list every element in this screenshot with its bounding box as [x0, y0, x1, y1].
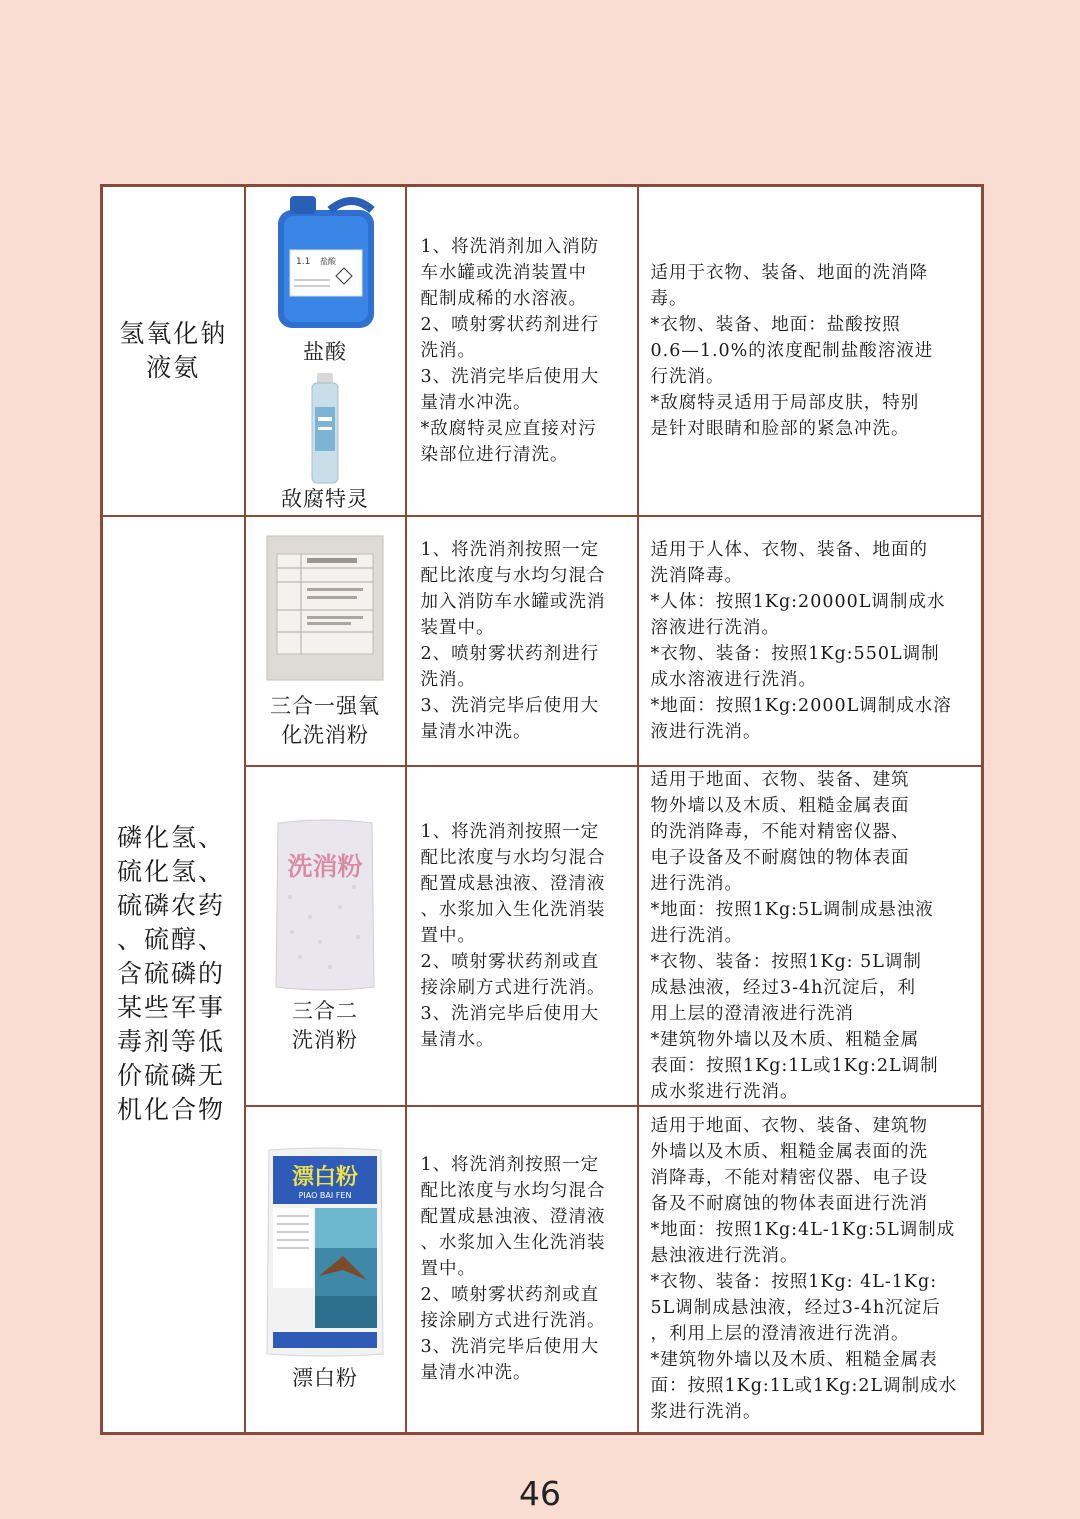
note-line: ，利用上层的澄清液进行洗消。 — [650, 1324, 910, 1345]
step-line: 配比浓度与水均匀混合 — [420, 565, 606, 586]
page-number: 46 — [519, 1474, 561, 1513]
agent-line: 含硫磷的 — [117, 959, 226, 989]
note-line: *衣物、装备：按照1Kg: 4L-1Kg: — [650, 1272, 938, 1293]
step-line: 量清水冲洗。 — [420, 1363, 532, 1384]
note-line: 消降毒，不能对精密仪器、电子设 — [650, 1168, 928, 1189]
spray-can-image — [300, 373, 350, 485]
bleaching-powder-bag-image — [263, 1146, 387, 1358]
steps-cell — [406, 186, 638, 516]
table-row — [102, 516, 983, 766]
note-line: *建筑物外墙以及木质、粗糙金属表 — [650, 1350, 938, 1371]
step-line: 染部位进行清洗。 — [420, 444, 569, 465]
note-line: *地面：按照1Kg:5L调制成悬浊液 — [650, 899, 934, 920]
notes-cell — [638, 516, 983, 766]
step-line: 配比浓度与水均匀混合 — [420, 847, 606, 868]
steps-cell — [406, 766, 638, 1106]
step-line: 配置成悬浊液、澄清液 — [420, 873, 606, 894]
step-line: 车水罐或洗消装置中 — [420, 262, 587, 283]
note-line: 0.6—1.0%的浓度配制盐酸溶液进 — [650, 340, 934, 361]
agent-text — [103, 317, 244, 385]
agent-cell — [102, 186, 245, 516]
svg-text:洗消粉: 洗消粉 — [287, 851, 363, 881]
step-line: 量清水冲洗。 — [420, 392, 532, 413]
step-line: 洗消。 — [420, 669, 476, 690]
step-line: 、水浆加入生化洗消装 — [420, 1233, 606, 1254]
step-line: 配制成稀的水溶液。 — [420, 288, 587, 309]
steps-cell — [406, 516, 638, 766]
note-line: 成水溶液进行洗消。 — [650, 669, 817, 690]
notes-cell — [638, 186, 983, 516]
note-line: *建筑物外墙以及木质、粗糙金属 — [650, 1029, 920, 1050]
note-line: 进行洗消。 — [650, 873, 743, 894]
note-line: 面：按照1Kg:1L或1Kg:2L调制成水 — [650, 1376, 958, 1397]
note-line: 毒。 — [650, 288, 688, 309]
agent-line: 价硫磷无 — [117, 1061, 226, 1091]
product-cell — [245, 1106, 406, 1434]
step-line: 3、洗消完毕后使用大 — [420, 695, 600, 716]
note-line: 浆进行洗消。 — [650, 1402, 762, 1423]
step-line: 洗消。 — [420, 340, 476, 361]
agent-line: 、硫醇、 — [117, 925, 226, 955]
product-cell — [245, 516, 406, 766]
step-line: 2、喷射雾状药剂或直 — [420, 1285, 600, 1306]
agent-line: 硫化氢、 — [117, 857, 226, 887]
product-caption: 敌腐特灵 — [281, 486, 369, 511]
step-line: 装置中。 — [420, 617, 495, 638]
steps-text — [407, 537, 637, 745]
step-line: 2、喷射雾状药剂进行 — [420, 643, 600, 664]
note-line: 适用于衣物、装备、地面的洗消降 — [650, 262, 928, 283]
table-row — [102, 186, 983, 516]
note-line: 外墙以及木质、粗糙金属表面的洗 — [650, 1142, 928, 1163]
note-line: 适用于地面、衣物、装备、建筑物 — [650, 1116, 928, 1137]
product-caption: 盐酸 — [303, 339, 347, 364]
note-line: 表面：按照1Kg:1L或1Kg:2L调制 — [650, 1055, 939, 1076]
hydrochloric-acid-jerrycan-image — [260, 188, 390, 338]
step-line: 接涂刷方式进行洗消。 — [420, 1311, 606, 1332]
step-line: 3、洗消完毕后使用大 — [420, 1337, 600, 1358]
product-cell — [245, 186, 406, 516]
step-line: 量清水冲洗。 — [420, 721, 532, 742]
step-line: *敌腐特灵应直接对污 — [420, 418, 597, 439]
step-line: 配比浓度与水均匀混合 — [420, 1181, 606, 1202]
note-line: 成水浆进行洗消。 — [650, 1081, 799, 1102]
note-line: *地面：按照1Kg:4L-1Kg:5L调制成 — [650, 1220, 956, 1241]
steps-text — [407, 1152, 637, 1386]
step-line: 配置成悬浊液、澄清液 — [420, 1207, 606, 1228]
agent-line: 毒剂等低 — [117, 1027, 226, 1057]
note-line: 适用于地面、衣物、装备、建筑 — [650, 769, 910, 790]
note-line: 5L调制成悬浊液，经过3-4h沉淀后 — [650, 1298, 941, 1319]
agent-line: 机化合物 — [117, 1095, 226, 1125]
note-line: *地面：按照1Kg:2000L调制成水溶 — [650, 695, 952, 716]
step-line: 置中。 — [420, 925, 476, 946]
step-line: 1、将洗消剂按照一定 — [420, 539, 600, 560]
powder-bag-image — [270, 817, 380, 993]
step-line: 、水浆加入生化洗消装 — [420, 899, 606, 920]
product-caption: 洗消粉 — [292, 1027, 358, 1052]
product-cell — [245, 766, 406, 1106]
note-line: 的洗消降毒，不能对精密仪器、 — [650, 821, 910, 842]
svg-text:1.1: 1.1 — [296, 256, 311, 267]
step-line: 2、喷射雾状药剂进行 — [420, 314, 600, 335]
note-line: 物外墙以及木质、粗糙金属表面 — [650, 795, 910, 816]
note-line: 备及不耐腐蚀的物体表面进行洗消 — [650, 1194, 928, 1215]
note-line: *衣物、装备、地面：盐酸按照 — [650, 314, 901, 335]
notes-text — [639, 537, 982, 745]
decontamination-table — [100, 184, 984, 1435]
notes-text — [639, 1113, 982, 1425]
agent-line: 某些军事 — [117, 993, 226, 1023]
agent-line: 硫磷农药 — [117, 891, 226, 921]
product-caption: 漂白粉 — [292, 1365, 358, 1390]
notes-text — [639, 767, 982, 1105]
step-line: 量清水。 — [420, 1029, 495, 1050]
step-line: 3、洗消完毕后使用大 — [420, 1003, 600, 1024]
steps-cell — [406, 1106, 638, 1434]
step-line: 1、将洗消剂按照一定 — [420, 821, 600, 842]
step-line: 1、将洗消剂加入消防 — [420, 236, 600, 257]
agent-line: 氢氧化钠 — [119, 318, 228, 348]
note-line: *衣物、装备：按照1Kg: 5L调制 — [650, 951, 922, 972]
note-line: *人体：按照1Kg:20000L调制成水 — [650, 591, 946, 612]
agent-cell — [102, 516, 245, 1434]
note-line: 悬浊液进行洗消。 — [650, 1246, 799, 1267]
note-line: 液进行洗消。 — [650, 721, 762, 742]
svg-text:漂白粉: 漂白粉 — [291, 1163, 359, 1190]
notes-text — [639, 260, 982, 442]
note-line: 是针对眼睛和脸部的紧急冲洗。 — [650, 418, 910, 439]
step-line: 置中。 — [420, 1259, 476, 1280]
note-line: 成悬浊液，经过3-4h沉淀后，利 — [650, 977, 916, 998]
notes-cell — [638, 1106, 983, 1434]
step-line: 3、洗消完毕后使用大 — [420, 366, 600, 387]
product-caption: 三合二 — [292, 998, 358, 1023]
note-line: 用上层的澄清液进行洗消 — [650, 1003, 854, 1024]
note-line: 行洗消。 — [650, 366, 725, 387]
powder-bag-image — [261, 532, 389, 684]
note-line: 进行洗消。 — [650, 925, 743, 946]
note-line: 溶液进行洗消。 — [650, 617, 780, 638]
product-caption: 三合一强氧 — [270, 693, 380, 718]
step-line: 1、将洗消剂按照一定 — [420, 1155, 600, 1176]
note-line: 洗消降毒。 — [650, 565, 743, 586]
step-line: 接涂刷方式进行洗消。 — [420, 977, 606, 998]
svg-text:盐酸: 盐酸 — [320, 256, 336, 266]
svg-text:PIAO BAI FEN: PIAO BAI FEN — [298, 1190, 352, 1200]
steps-text — [407, 234, 637, 468]
steps-text — [407, 819, 637, 1053]
note-line: *衣物、装备：按照1Kg:550L调制 — [650, 643, 940, 664]
product-caption: 化洗消粉 — [281, 722, 369, 747]
note-line: *敌腐特灵适用于局部皮肤，特别 — [650, 392, 920, 413]
agent-line: 磷化氢、 — [117, 823, 226, 853]
note-line: 电子设备及不耐腐蚀的物体表面 — [650, 847, 910, 868]
note-line: 适用于人体、衣物、装备、地面的 — [650, 539, 928, 560]
step-line: 加入消防车水罐或洗消 — [420, 591, 606, 612]
agent-text — [103, 821, 244, 1127]
agent-line: 液氨 — [146, 352, 201, 382]
step-line: 2、喷射雾状药剂或直 — [420, 951, 600, 972]
notes-cell — [638, 766, 983, 1106]
